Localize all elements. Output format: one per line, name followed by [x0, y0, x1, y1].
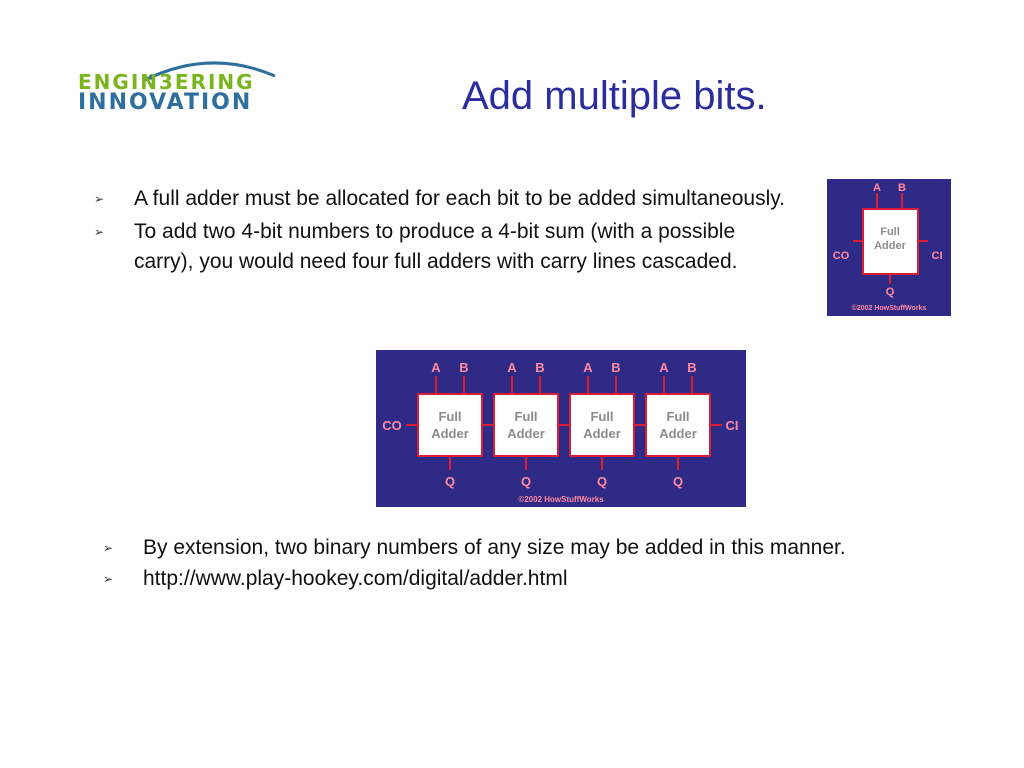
carry-in-label: CI: [725, 418, 739, 433]
bullet-arrow-icon: ➢: [94, 192, 105, 206]
output-q-label: Q: [885, 286, 895, 298]
input-a-label: A: [507, 360, 517, 375]
input-b-label: B: [898, 182, 906, 194]
input-b-label: B: [687, 360, 697, 375]
input-a-label: A: [659, 360, 669, 375]
input-a-label: A: [431, 360, 441, 375]
bullet-arrow-icon: ➢: [94, 225, 105, 239]
bullet-list-bottom: [101, 534, 861, 596]
logo-line-1: ENGIN3ERING: [78, 70, 255, 94]
slide-title: Add multiple bits.: [462, 74, 767, 118]
full-adder-box: [570, 394, 634, 456]
bullet-text: A full adder must be allocated for each bit to be added simultaneously.: [134, 187, 786, 210]
box-label-line2: Adder: [874, 240, 906, 252]
box-label-line2: Adder: [659, 426, 697, 441]
four-bit-adder-diagram: [376, 350, 746, 507]
full-adder-svg: [827, 179, 951, 316]
bullet-arrow-icon: ➢: [103, 572, 114, 586]
bullet-text: By extension, two binary numbers of any size may be added in this manner.: [143, 536, 846, 559]
input-a-label: A: [583, 360, 593, 375]
bullet-text: To add two 4-bit numbers to produce a 4-bit sum (with a possible carry), you would need four full adders with carry lines cascaded.: [134, 220, 738, 273]
carry-in-label: CI: [931, 250, 943, 262]
full-adder-box: [494, 394, 558, 456]
bullet-item: [101, 534, 861, 562]
full-adder-box: [646, 394, 710, 456]
input-a-label: A: [873, 182, 881, 194]
bullet-arrow-icon: ➢: [103, 541, 114, 555]
bullet-item: [92, 184, 792, 214]
box-label-line2: Adder: [507, 426, 545, 441]
bullet-item: [92, 217, 792, 277]
input-b-label: B: [535, 360, 545, 375]
bullet-item[interactable]: [101, 565, 861, 593]
logo-line-2: INNOVATION: [78, 90, 253, 115]
box-label-line1: Full: [590, 409, 614, 424]
box-label-line1: Full: [514, 409, 538, 424]
output-q-label: Q: [444, 474, 456, 489]
output-q-label: Q: [520, 474, 532, 489]
url-link[interactable]: http://www.play-hookey.com/digital/adder.html: [143, 567, 568, 590]
box-label-line1: Full: [666, 409, 690, 424]
output-q-label: Q: [672, 474, 684, 489]
carry-out-label: CO: [832, 250, 850, 262]
box-label-line2: Adder: [431, 426, 469, 441]
copyright-label: ©2002 HowStuffWorks: [851, 305, 927, 312]
output-q-label: Q: [596, 474, 608, 489]
copyright-label: ©2002 HowStuffWorks: [518, 495, 604, 504]
box-label-line1: Full: [438, 409, 462, 424]
engineering-innovation-logo: [70, 52, 284, 120]
box-label-line2: Adder: [583, 426, 621, 441]
bullet-list-top: [92, 184, 792, 280]
full-adder-diagram: [827, 179, 951, 316]
input-b-label: B: [611, 360, 621, 375]
box-label-line1: Full: [880, 226, 900, 238]
full-adder-box: [418, 394, 482, 456]
carry-out-label: CO: [382, 418, 402, 433]
four-bit-adder-svg: [376, 350, 746, 507]
input-b-label: B: [459, 360, 469, 375]
